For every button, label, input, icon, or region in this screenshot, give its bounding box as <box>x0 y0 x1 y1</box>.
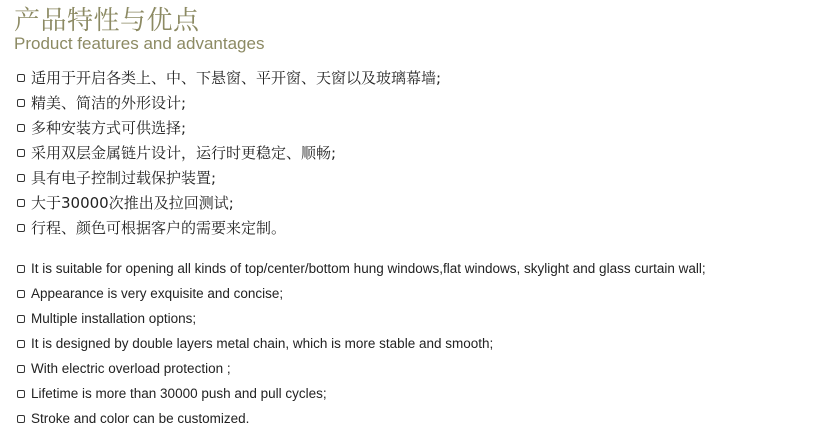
square-bullet-icon <box>17 174 25 182</box>
square-bullet-icon <box>17 149 25 157</box>
list-item-text: Appearance is very exquisite and concise; <box>31 286 284 301</box>
list-item-text: Stroke and color can be customized. <box>31 411 250 426</box>
list-item-text: 行程、颜色可根据客户的需要来定制。 <box>31 219 287 237</box>
page-title-chinese: 产品特性与优点 <box>14 6 200 36</box>
list-item <box>17 281 706 306</box>
list-item <box>17 256 706 281</box>
list-item-text: Lifetime is more than 30000 push and pull cycles; <box>31 386 327 401</box>
list-item-text: With electric overload protection ; <box>31 361 231 376</box>
list-item <box>17 331 706 356</box>
square-bullet-icon <box>17 390 25 398</box>
list-item <box>17 90 441 115</box>
page-title-english: Product features and advantages <box>14 34 265 53</box>
list-item <box>17 381 706 406</box>
list-item <box>17 190 441 215</box>
list-item <box>17 65 441 90</box>
section-header <box>14 4 264 53</box>
list-item-text: 精美、简洁的外形设计; <box>31 94 187 112</box>
list-item-text: Multiple installation options; <box>31 311 197 326</box>
square-bullet-icon <box>17 99 25 107</box>
square-bullet-icon <box>17 340 25 348</box>
list-item <box>17 406 706 431</box>
square-bullet-icon <box>17 415 25 423</box>
list-item-text: 多种安装方式可供选择; <box>31 119 187 137</box>
feature-list-english <box>17 256 706 431</box>
list-item-text: 具有电子控制过载保护装置; <box>31 169 217 187</box>
list-item <box>17 115 441 140</box>
list-item <box>17 306 706 331</box>
list-item-text: It is designed by double layers metal chain, which is more stable and smooth; <box>31 336 494 351</box>
list-item <box>17 356 706 381</box>
feature-list-chinese <box>17 65 441 240</box>
square-bullet-icon <box>17 199 25 207</box>
square-bullet-icon <box>17 365 25 373</box>
square-bullet-icon <box>17 315 25 323</box>
square-bullet-icon <box>17 124 25 132</box>
list-item-text: 大于30000次推出及拉回测试; <box>31 194 234 212</box>
square-bullet-icon <box>17 224 25 232</box>
list-item-text: 适用于开启各类上、中、下悬窗、平开窗、天窗以及玻璃幕墙; <box>31 69 442 87</box>
square-bullet-icon <box>17 290 25 298</box>
list-item <box>17 140 441 165</box>
list-item <box>17 165 441 190</box>
list-item-text: It is suitable for opening all kinds of top/center/bottom hung windows,flat windows, skylight and glass curtain wall; <box>31 261 706 276</box>
square-bullet-icon <box>17 265 25 273</box>
square-bullet-icon <box>17 74 25 82</box>
list-item-text: 采用双层金属链片设计，运行时更稳定、顺畅; <box>31 144 337 162</box>
list-item <box>17 215 441 240</box>
